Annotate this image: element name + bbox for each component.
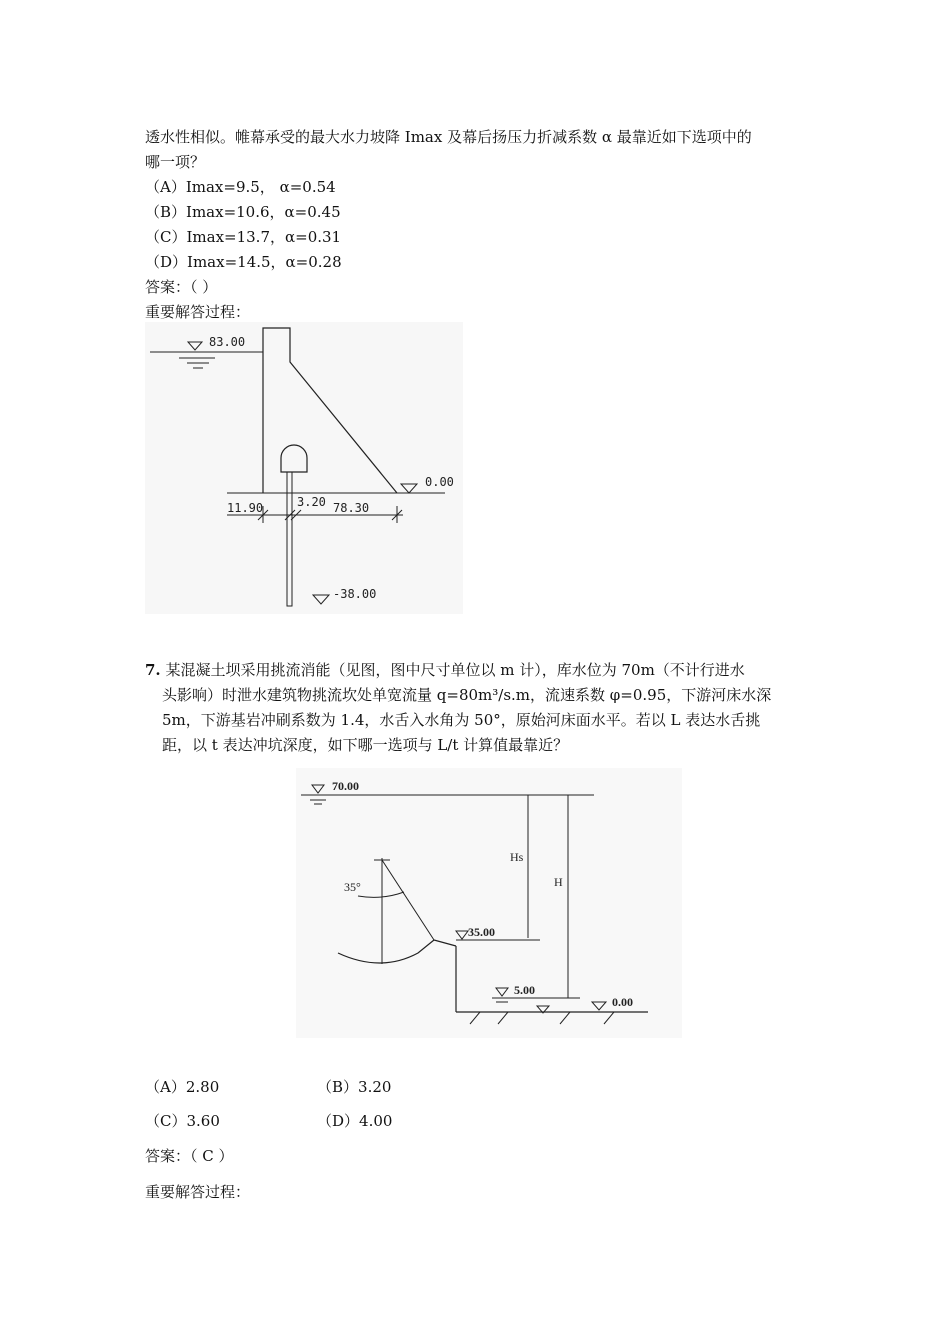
tailwater-level-label: 5.00 bbox=[514, 983, 535, 997]
dim-right-label: 78.30 bbox=[333, 501, 370, 515]
q7-option-b: （B）3.20 bbox=[317, 1078, 392, 1096]
q7-stem-line4: 距，以 t 表达冲坑深度，如下哪一选项与 L/t 计算值最靠近？ bbox=[162, 736, 569, 754]
q6-dam-figure bbox=[145, 322, 463, 614]
q7-stem-line2: 头影响）时泄水建筑物挑流坎处单宽流量 q=80m³/s.m，流速系数 φ=0.95，下游河床水深 bbox=[162, 686, 772, 704]
bucket-level-label: 35.00 bbox=[468, 925, 495, 939]
reservoir-level-label: 70.00 bbox=[332, 779, 359, 793]
q7-stem-line1 bbox=[145, 660, 745, 680]
dim-left-label: 11.90 bbox=[227, 501, 264, 515]
h-label: H bbox=[554, 875, 563, 889]
q7-process-label: 重要解答过程： bbox=[145, 1183, 251, 1201]
q6-process-label: 重要解答过程： bbox=[145, 303, 251, 321]
dim-mid-label: 3.20 bbox=[297, 495, 326, 509]
q6-option-a: （A）Imax=9.5， α=0.54 bbox=[145, 178, 336, 196]
q6-option-d: （D）Imax=14.5，α=0.28 bbox=[145, 253, 342, 271]
riverbed-level-label: 0.00 bbox=[612, 995, 633, 1009]
upstream-level-label: 83.00 bbox=[209, 335, 246, 349]
q6-answer: 答案：（ ） bbox=[145, 278, 218, 296]
q6-option-b: （B）Imax=10.6，α=0.45 bbox=[145, 203, 341, 221]
q7-stem-line3: 5m，下游基岩冲刷系数为 1.4，水舌入水角为 50°，原始河床面水平。若以 L 表达水舌挑 bbox=[162, 711, 761, 729]
hs-label: Hs bbox=[510, 850, 524, 864]
angle-label: 35° bbox=[344, 880, 361, 894]
ground-level-label: 0.00 bbox=[425, 475, 454, 489]
q7-stem-text: 某混凝土坝采用挑流消能（见图，图中尺寸单位以 m 计），库水位为 70m（不计行进水 bbox=[165, 661, 745, 679]
q7-answer: 答案：（ C ） bbox=[145, 1147, 234, 1165]
curtain-bottom-label: -38.00 bbox=[333, 587, 377, 601]
q6-stem-line2: 哪一项？ bbox=[145, 153, 206, 171]
q7-option-d: （D）4.00 bbox=[317, 1112, 393, 1130]
figure-background bbox=[145, 322, 463, 614]
q6-stem-line1: 透水性相似。帷幕承受的最大水力坡降 Imax 及幕后扬压力折减系数 α 最靠近如下选项中的 bbox=[145, 128, 752, 146]
q7-number: 7. bbox=[145, 661, 161, 679]
q7-option-c: （C）3.60 bbox=[145, 1112, 220, 1130]
q7-ski-jump-figure bbox=[296, 768, 682, 1038]
q6-option-c: （C）Imax=13.7，α=0.31 bbox=[145, 228, 342, 246]
q7-option-a: （A）2.80 bbox=[145, 1078, 220, 1096]
